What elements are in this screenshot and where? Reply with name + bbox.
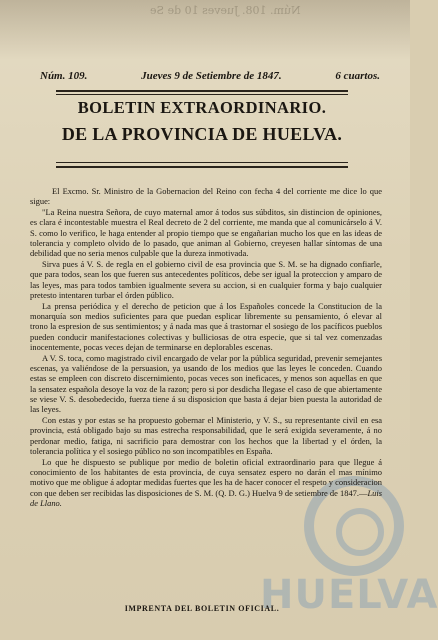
- paragraph-intro: El Excmo. Sr. Ministro de la Gobernacion del Reino con fecha 4 del corriente me dice lo que sigue:: [30, 186, 382, 207]
- issue-number: Núm. 109.: [40, 70, 88, 82]
- title-rule-top-thin: [56, 94, 348, 95]
- printer-imprint: IMPRENTA DEL BOLETIN OFICIAL.: [124, 604, 280, 613]
- paragraph-4: A V. S. toca, como magistrado civil encargado de velar por la pública seguridad, prevenir semejantes escenas, ya valiéndose de la persuasion, ya usando de los medios que las leyes le conceden. Cuando estas se empleen con discreto discernimiento, pocas veces son ineficaces, y menos son aquellas en que la sensatez española desoye la voz de la razon; pero si por desdicha llegase el caso de que abiertamente se viese V. S. desobedecido, fuerza tiene á su disposicion que basta á dejar bien puesta la autoridad de las leyes.: [30, 352, 382, 415]
- bleed-through-shadow: [0, 0, 410, 60]
- title-rule-bottom-thin: [56, 162, 348, 163]
- decree-body: [30, 186, 382, 509]
- bulletin-title: BOLETIN EXTRAORDINARIO.: [77, 98, 327, 117]
- issue-price: 6 cuartos.: [335, 70, 380, 82]
- province-title: DE LA PROVINCIA DE HUELVA.: [61, 124, 343, 144]
- title-rule-top: [56, 90, 348, 92]
- paragraph-5: Con estas y por estas se ha propuesto gobernar el Ministerio, y V. S., su representante civil en esa provincia, está obligado bajo su mas estrecha responsabilidad, que le será exigida severamente, á no perdonar medio, fatiga, ni sacrificio para demostrar con los hechos que la libertad y el órden, la tolerancia política y el sosiego público no son incompatibles en España.: [30, 415, 382, 456]
- watermark-word: HUELVA: [260, 572, 438, 618]
- issue-dateline: [40, 70, 380, 82]
- issue-date: Jueves 9 de Setiembre de 1847.: [141, 70, 282, 82]
- paragraph-3: La prensa periódica y el derecho de peticion que á los Españoles concede la Constitucion de la monarquía son medios suficientes para que puedan esplicar libremente su pensamiento, ó elevar al trono la espresion de sus sentimientos; y á nada mas que á trastornar el sosiego de los pacíficos pueblos pueden conducir manifestaciones colectivas y bulliciosas de otra especie, que si tal vez comenzadas inocentemente, pocas veces dejan de terminarse en deplorables escenas.: [30, 300, 382, 352]
- paragraph-1: "La Reina nuestra Señora, de cuyo maternal amor á todos sus súbditos, sin distincion de opiniones, es clara é incontestable muestra el Real decreto de 2 del corriente, me manda que al comunicárselo á V. S. como lo verifico, le haga entender al propio tiempo que se engañarian mucho los que en las ideas de tolerancia y completo olvido de lo pasado, que animan al Gobierno, creyesen hallar síntomas de una debilidad que no seria menos culpable que la dureza inmotivada.: [30, 207, 382, 259]
- bleed-through-text: Núm. 108. Jueves 10 de Se: [150, 4, 301, 17]
- paragraph-closing: [30, 457, 382, 508]
- title-rule-bottom: [56, 166, 348, 168]
- signature: Luis de Llano.: [30, 487, 382, 508]
- paragraph-2: Sirva pues á V. S. de regla en el gobierno civil de esa provincia que S. M. se ha dignado confiarle, que para todos, sean los que fueren sus antecedentes políticos, debe ser igual la proteccion y amparo de las leyes, mas para todos tambien igualmente severa su accion, si en cualquier forma y bajo cualquier pretesto intentaren turbar el órden público.: [30, 259, 382, 300]
- closing-text: Lo que he dispuesto se publique por medio de boletin oficial extraordinario para que llegue á conocimiento de los habitantes de esta provincia, de cuya sensatez espero no darán el mas mínimo motivo que me obligue á adoptar medidas fuertes que les ha de hacer conocer el respeto y consideracion con que deben ser recibidas las disposiciones de S. M. (Q. D. G.) Huelva 9 de setiembre de 1847.—: [30, 456, 382, 498]
